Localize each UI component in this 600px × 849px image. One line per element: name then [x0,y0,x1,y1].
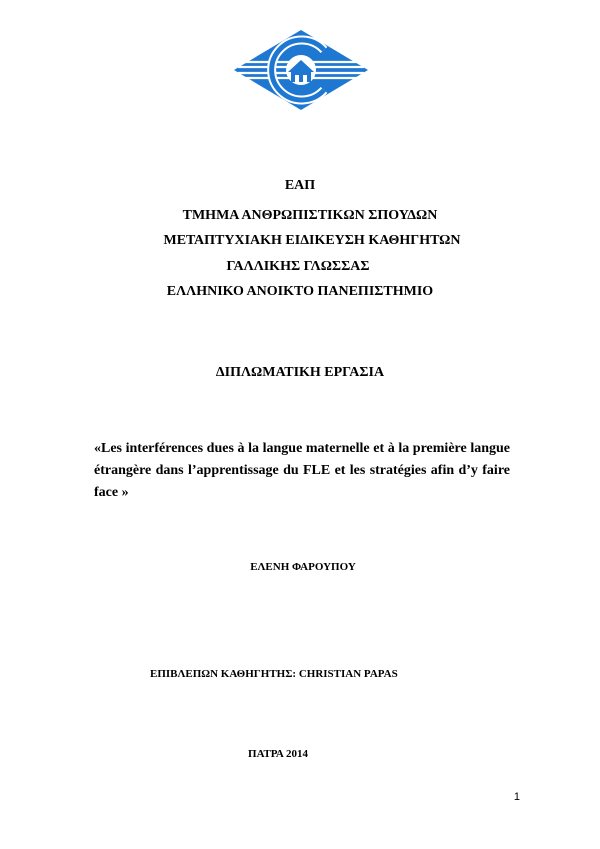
supervisor-line: ΕΠΙΒΛΕΠΩΝ ΚΑΘΗΓΗΤΗΣ: CHRISTIAN PAPAS [150,668,398,680]
header-acronym: ΕΑΠ [284,178,316,193]
page-number: 1 [513,791,520,803]
author-name: ΕΛΕΝΗ ΦΑΡΟΥΠΟΥ [250,561,356,573]
header-program: ΜΕΤΑΠΤΥΧΙΑΚΗ ΕΙΔΙΚΕΥΣΗ ΚΑΘΗΓΗΤΩΝ [163,233,461,248]
header-department: ΤΜΗΜΑ ΑΝΘΡΩΠΙΣΤΙΚΩΝ ΣΠΟΥΔΩΝ [182,208,438,223]
thesis-title: «Les interférences dues à la langue maternelle et à la première langue étrangère dans l’apprentissage du FLE et les stratégies afin d’y faire face » [94,441,510,500]
document-type: ΔΙΠΛΩΜΑΤΙΚΗ ΕΡΓΑΣΙΑ [215,365,385,380]
header-university: ΕΛΛΗΝΙΚΟ ΑΝΟΙΚΤΟ ΠΑΝΕΠΙΣΤΗΜΙΟ [166,284,434,299]
place-date: ΠΑΤΡΑ 2014 [248,748,308,760]
eap-university-logo-icon [232,28,370,112]
header-language: ΓΑΛΛΙΚΗΣ ΓΛΩΣΣΑΣ [226,259,370,274]
